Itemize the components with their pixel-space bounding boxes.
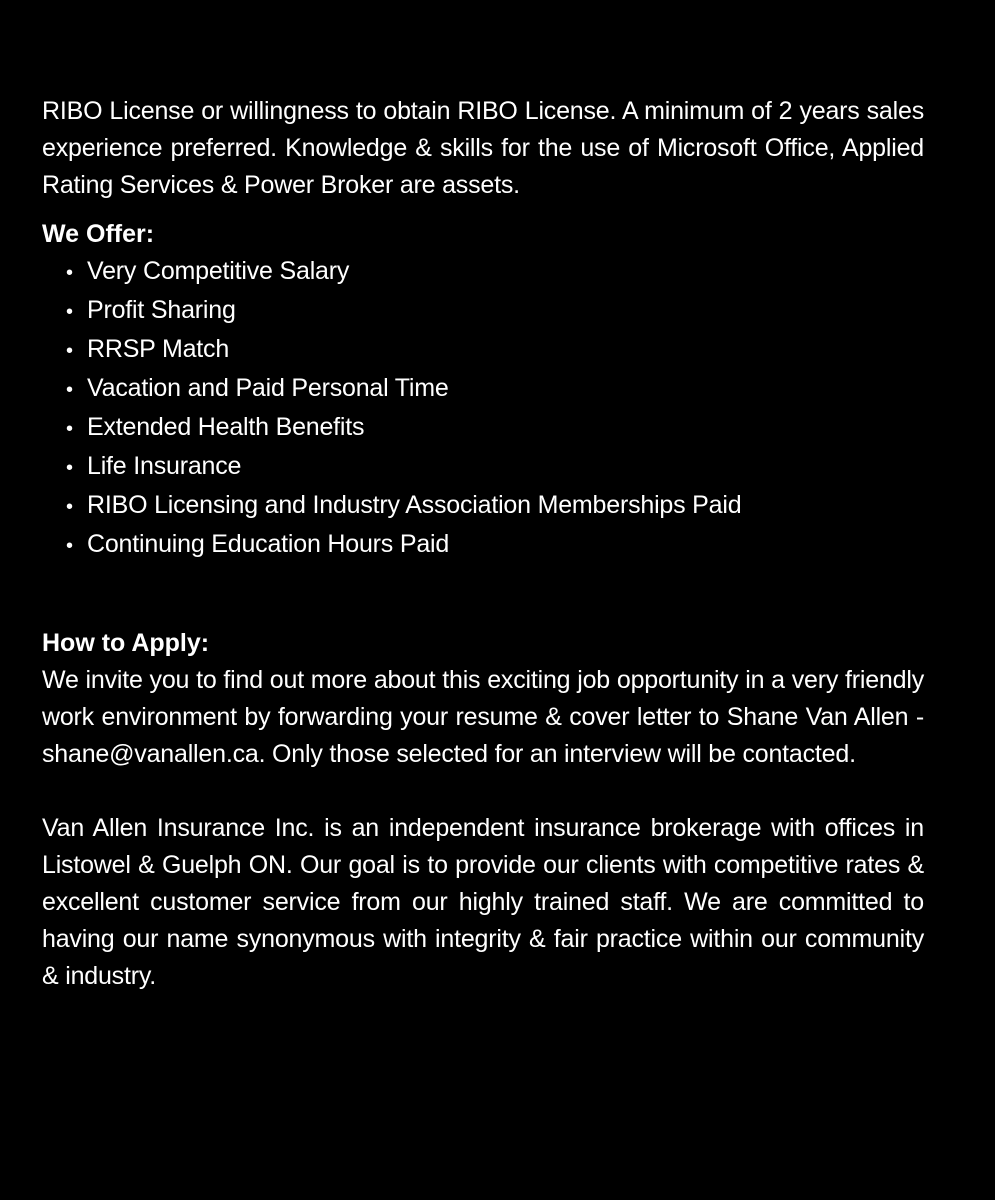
apply-paragraph: We invite you to find out more about this exciting job opportunity in a very friendly work environment by forwarding your resume & cover letter to Shane Van Allen - shane@vanallen.ca. Only those selected for an interview will be contacted. [42, 666, 924, 768]
benefit-label: RRSP Match [87, 335, 230, 363]
benefit-label: Vacation and Paid Personal Time [87, 374, 449, 402]
bullet-icon: • [66, 457, 73, 479]
bullet-icon: • [66, 535, 73, 557]
requirements-paragraph: RIBO License or willingness to obtain RIBO License. A minimum of 2 years sales experience preferred. Knowledge & skills for the use of Microsoft Office, Applied Rating Services & Power Broker are assets. [42, 97, 924, 199]
bullet-icon: • [66, 262, 73, 284]
benefit-item [66, 370, 924, 409]
benefit-item [66, 487, 924, 526]
posting-content [42, 93, 924, 995]
benefit-item [66, 448, 924, 487]
benefit-label: Very Competitive Salary [87, 257, 350, 285]
how-to-apply-heading: How to Apply: [42, 629, 210, 657]
bullet-icon: • [66, 418, 73, 440]
we-offer-heading: We Offer: [42, 220, 155, 248]
benefit-item [66, 253, 924, 292]
benefit-item [66, 331, 924, 370]
bullet-icon: • [66, 301, 73, 323]
about-company-paragraph: Van Allen Insurance Inc. is an independent insurance brokerage with offices in Listowel & Guelph ON. Our goal is to provide our clients with competitive rates & excellent customer service from our highly trained staff. We are committed to having our name synonymous with integrity & fair practice within our community & industry. [42, 814, 924, 990]
benefit-item [66, 526, 924, 565]
benefit-item [66, 409, 924, 448]
bullet-icon: • [66, 340, 73, 362]
benefits-list [42, 253, 924, 565]
bullet-icon: • [66, 379, 73, 401]
benefit-label: RIBO Licensing and Industry Association Memberships Paid [87, 491, 742, 519]
bullet-icon: • [66, 496, 73, 518]
benefit-item [66, 292, 924, 331]
benefit-label: Extended Health Benefits [87, 413, 365, 441]
benefit-label: Life Insurance [87, 452, 242, 480]
benefit-label: Continuing Education Hours Paid [87, 530, 450, 558]
benefit-label: Profit Sharing [87, 296, 236, 324]
